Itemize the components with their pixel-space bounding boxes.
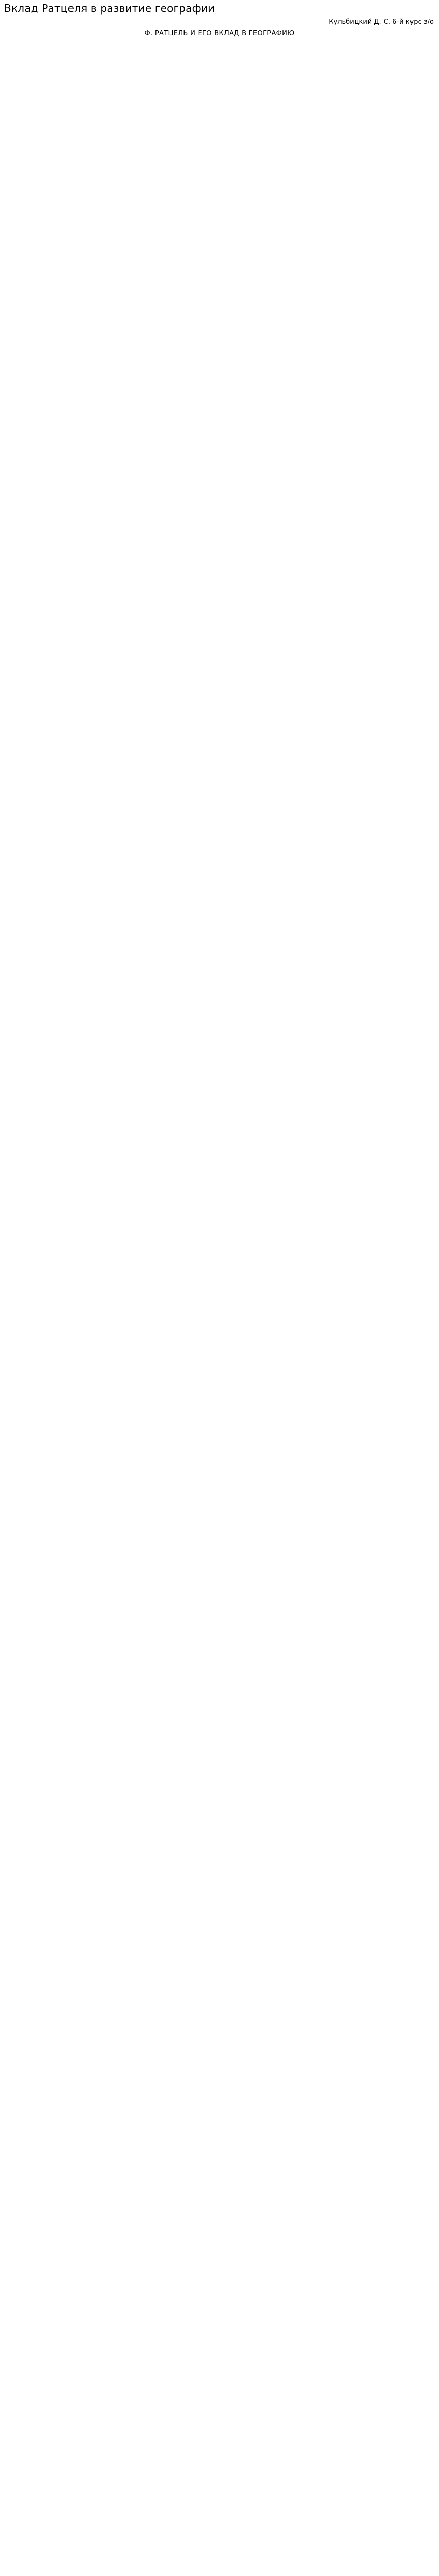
document-title: Вклад Ратцеля в развитие географии xyxy=(4,2,215,15)
section-heading: Ф. РАТЦЕЛЬ И ЕГО ВКЛАД В ГЕОГРАФИЮ xyxy=(144,30,295,37)
document-page xyxy=(0,0,439,53)
author-line: Кульбицкий Д. С. 6-й курс з/о xyxy=(329,18,434,26)
